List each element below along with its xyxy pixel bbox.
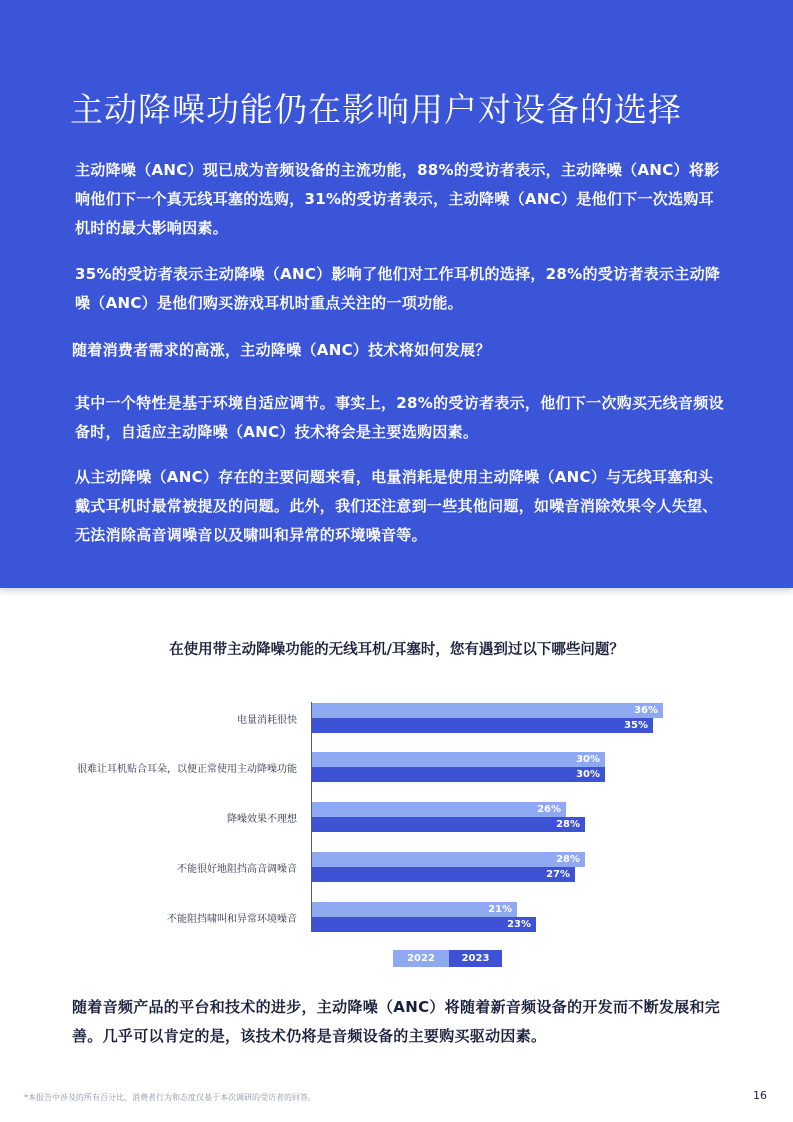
data-label: 21% (488, 904, 512, 915)
category-label: 不能阻挡啸叫和异常环境噪音 (167, 914, 297, 925)
closing-paragraph: 随着音频产品的平台和技术的进步，主动降噪（ANC）将随着新音频设备的开发而不断发展和完善。几乎可以肯定的是，该技术仍将是音频设备的主要购买驱动因素。 (72, 998, 721, 1045)
legend-label-2023: 2023 (461, 953, 490, 964)
data-label: 23% (507, 919, 531, 930)
bar-2022 (312, 802, 566, 817)
legend-2022 (393, 950, 449, 967)
data-label: 30% (576, 769, 600, 780)
bar-2023 (312, 867, 575, 882)
paragraph-question: 随着消费者需求的高涨，主动降噪（ANC）技术将如何发展？ (72, 341, 491, 359)
page-number: 16 (753, 1089, 767, 1102)
bar-2022 (312, 752, 605, 767)
data-label: 28% (556, 819, 580, 830)
data-label: 28% (556, 854, 580, 865)
paragraph-work-gaming: 35%的受访者表示主动降噪（ANC）影响了他们对工作耳机的选择，28%的受访者表示主动降噪（ANC）是他们购买游戏耳机时重点关注的一项功能。 (75, 265, 721, 312)
data-label: 30% (576, 754, 600, 765)
data-label: 35% (624, 720, 648, 731)
bar-2023 (312, 718, 653, 733)
legend-label-2022: 2022 (407, 953, 435, 964)
page-title: 主动降噪功能仍在影响用户对设备的选择 (70, 90, 682, 129)
data-label: 36% (634, 705, 658, 716)
data-label: 27% (546, 869, 570, 880)
category-label: 降噪效果不理想 (227, 814, 297, 825)
paragraph-problems: 从主动降噪（ANC）存在的主要问题来看，电量消耗是使用主动降噪（ANC）与无线耳塞和头戴式耳机时最常被提及的问题。此外，我们还注意到一些其他问题，如噪音消除效果令人失望、无法消除高音调噪音以及啸叫和异常的环境噪音等。 (75, 468, 718, 544)
category-label: 电量消耗很快 (237, 715, 297, 726)
paragraph-adaptive: 其中一个特性是基于环境自适应调节。事实上，28%的受访者表示，他们下一次购买无线音频设备时，自适应主动降噪（ANC）技术将会是主要选购因素。 (75, 394, 724, 441)
bar-2022 (312, 902, 517, 917)
legend-2023 (449, 950, 502, 967)
chart-title: 在使用带主动降噪功能的无线耳机/耳塞时，您有遇到过以下哪些问题？ (169, 642, 624, 658)
bar-2023 (312, 917, 536, 932)
paragraph-anc-mainstream: 主动降噪（ANC）现已成为音频设备的主流功能，88%的受访者表示，主动降噪（ANC）将影响他们下一个真无线耳塞的选购，31%的受访者表示，主动降噪（ANC）是他们下一次选购耳机时的最大影响因素。 (75, 161, 720, 237)
footnote: *本报告中涉及的所有百分比、消费者行为和态度仅基于本次调研的受访者的回答。 (24, 1093, 316, 1102)
bar-2022 (312, 852, 585, 867)
data-label: 26% (537, 804, 561, 815)
bar-2023 (312, 817, 585, 832)
category-label: 很难让耳机贴合耳朵，以便正常使用主动降噪功能 (77, 764, 297, 775)
bar-2023 (312, 767, 605, 782)
category-label: 不能很好地阻挡高音调噪音 (177, 864, 297, 875)
bar-2022 (312, 703, 663, 718)
